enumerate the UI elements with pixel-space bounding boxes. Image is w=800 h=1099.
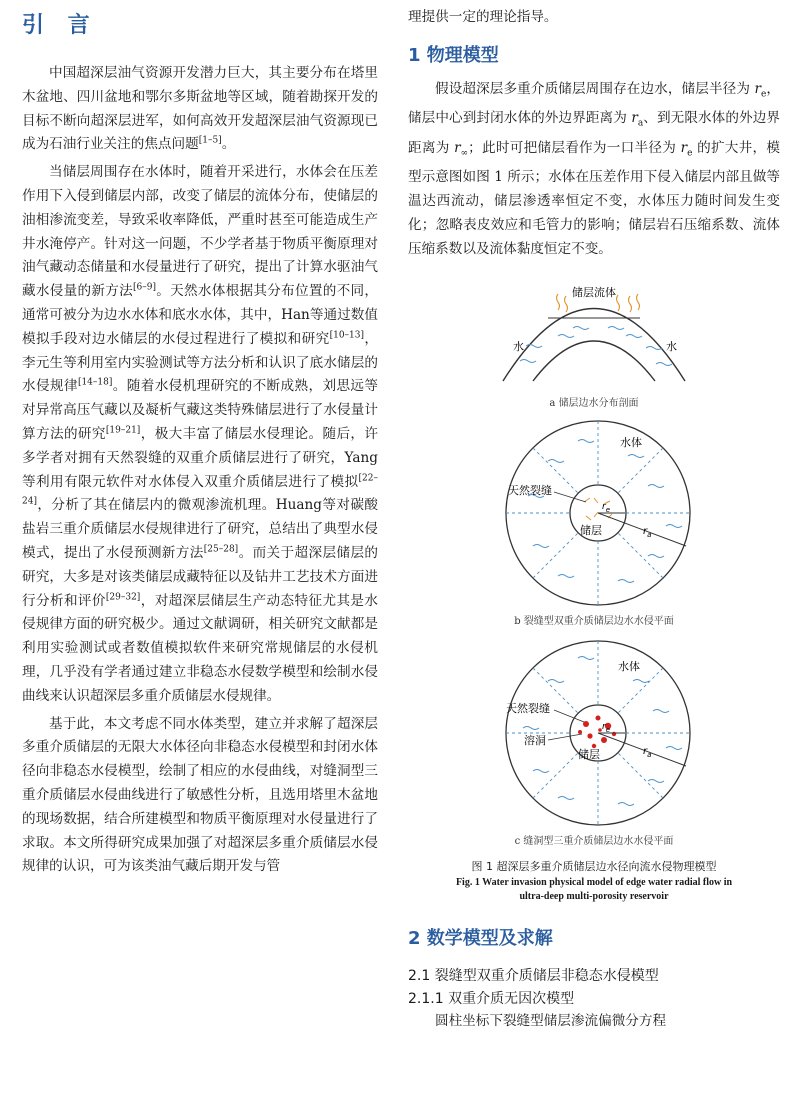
fig-a-water-label-right: 水 xyxy=(666,339,677,353)
physical-model-paragraph: 假设超深层多重介质储层周围存在边水，储层半径为 $r_e$，储层中心到封闭水体的外边界距离为 $r_a$、到无限水体的外边界距离为 $r_\infty$；此时可把储层看作为一口半径为 $r_e$ 的扩大井，模型示意图如图 1 所示；水体在压差作用下侵入储层内部且做等温达西流动，储层渗透率恒定不变，水体压力随时间发生变化；忽略表皮效应和毛管力的影响；储层岩石压缩系数、流体压缩系数以及流体黏度恒定不变。 xyxy=(408,80,780,257)
fig-b-caption: b 裂缝型双重介质储层边水水侵平面 xyxy=(514,615,674,627)
intro-continuation: 理提供一定的理论指导。 xyxy=(408,9,558,25)
fig-a-reservoir-fluid-label: 储层流体 xyxy=(572,285,616,299)
figure-1-caption: 图 1 超深层多重介质储层边水径向流水侵物理模型 xyxy=(471,859,717,873)
fig-b-ra-symbol: $r_a$ xyxy=(643,525,652,539)
intro-paragraph-3: 基于此，本文考虑不同水体类型，建立并求解了超深层多重介质储层的无限大水体径向非稳态水侵模型和封闭水体径向非稳态水侵模型，绘制了相应的水侵曲线，对缝洞型三重介质储层水侵曲线进行了敏感性分析，且选用塔里木盆地的现场数据，结合所建模型和物质平衡原理对水侵量进行了求取。本文所得研究成果加强了对超深层多重介质储层水侵规律的认识，可为该类油气藏后期开发与管 xyxy=(22,715,378,875)
fig-a-caption: a 储层边水分布剖面 xyxy=(549,397,639,409)
fig-b-reservoir-label: 储层 xyxy=(580,523,602,537)
intro-paragraph-2: 当储层周围存在水体时，随着开采进行，水体会在压差作用下入侵到储层内部，改变了储层的流体分布，使储层的油相渗流变差，导致采收率降低，严重时甚至可能造成生产井水淹停产。针对这一问题，不少学者基于物质平衡原理对油气藏动态储量和水侵量进行了研究，提出了计算水驱油气藏水侵量的新方法[6–9]。天然水体根据其分布位置的不同，通常可被分为边水水体和底水水体，其中，Han等通过数值模拟手段对边水储层的水侵过程进行了模拟和研究[10–13]，李元生等利用室内实验测试等方法分析和认识了底水储层的水侵规律[14–18]。随着水侵机理研究的不断成熟，刘思远等对异常高压气藏以及凝析气藏这类特殊储层进行了水侵量计算方法的研究[19–21]，极大丰富了储层水侵理论。随后，许多学者对拥有天然裂缝的双重介质储层进行了研究，Yang等利用有限元软件对水体侵入双重介质储层进行了模拟[22–24]，分析了其在储层内的微观渗流机理。Huang等对碳酸盐岩三重介质储层水侵规律进行了研究，总结出了典型水侵模式，提出了水侵预测新方法[25–28]。而关于超深层储层的研究，大多是对该类储层成藏特征以及钻井工艺技术方面进行分析和评价[29–32]，对超深层储层生产动态特征尤其是水侵规律方面的研究极少。通过文献调研，相关研究文献都是利用实验测试或者数值模拟软件来研究常规储层的水侵机理，几乎没有学者通过建立非稳态水侵数学模型和绘制水侵曲线来认识超深层多重介质储层水侵规律。 xyxy=(22,164,379,704)
fig-c-reservoir-label: 储层 xyxy=(578,747,600,761)
figure-1b-plane-view xyxy=(408,416,780,612)
subsection-2-1-heading: 2.1 裂缝型双重介质储层非稳态水侵模型 xyxy=(408,967,659,984)
fig-b-re-symbol: $r_e$ xyxy=(602,501,611,514)
left-column xyxy=(22,0,378,879)
section-1-heading: 1 物理模型 xyxy=(408,44,499,66)
figure-1a-cross-section xyxy=(408,266,780,394)
fig-b-fracture-label: 天然裂缝 xyxy=(508,483,552,497)
figure-1-caption-en-line2: ultra-deep multi-porosity reservoir xyxy=(519,890,669,902)
intro-heading: 引 言 xyxy=(22,13,98,38)
section-2-heading: 2 数学模型及求解 xyxy=(408,927,553,949)
figure-1c-plane-view xyxy=(408,636,780,832)
fig-c-fracture-label: 天然裂缝 xyxy=(506,701,550,715)
fig-c-ra-symbol: $r_a$ xyxy=(643,745,652,759)
right-column xyxy=(408,0,780,1033)
figure-1-caption-en-line1: Fig. 1 Water invasion physical model of edge water radial flow in xyxy=(455,876,733,888)
pde-intro-line: 圆柱坐标下裂缝型储层渗流偏微分方程 xyxy=(435,1012,667,1029)
fig-a-water-label-left: 水 xyxy=(513,339,524,353)
fig-c-caption: c 缝洞型三重介质储层边水水侵平面 xyxy=(514,835,674,847)
intro-paragraph-1: 中国超深层油气资源开发潜力巨大，其主要分布在塔里木盆地、四川盆地和鄂尔多斯盆地等区域，随着勘探开发的目标不断向超深层进军，如何高效开发超深层油气资源现已成为石油行业关注的焦点问题[1–5]。 xyxy=(22,65,378,153)
fig-c-vug-label: 溶洞 xyxy=(524,733,546,747)
subsection-2-1-1-heading: 2.1.1 双重介质无因次模型 xyxy=(408,990,575,1007)
fig-c-re-symbol: $r_e$ xyxy=(602,721,611,734)
fig-c-water-label: 水体 xyxy=(618,659,640,673)
fig-b-water-label: 水体 xyxy=(620,435,642,449)
